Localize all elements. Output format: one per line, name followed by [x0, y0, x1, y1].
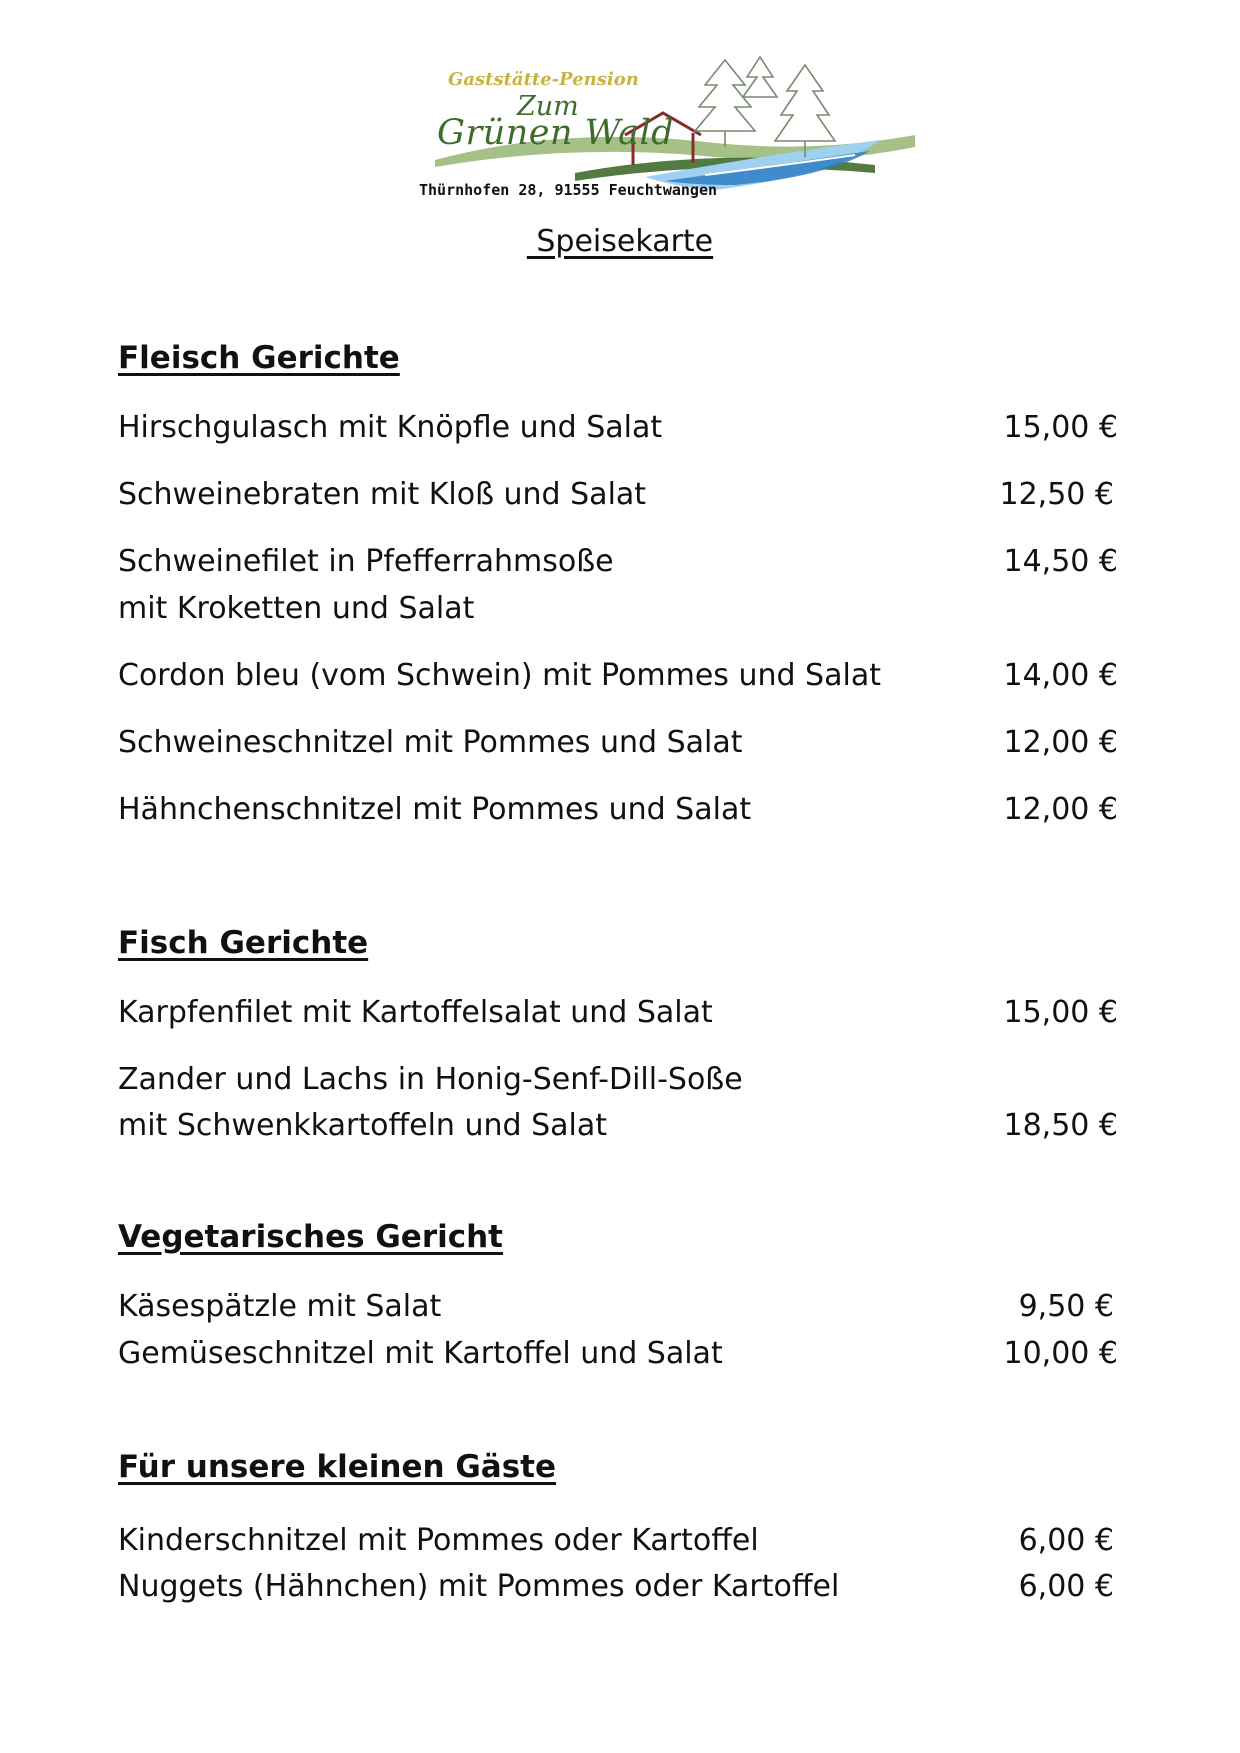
section-heading-fleisch: Fleisch Gerichte [118, 340, 400, 376]
restaurant-logo [415, 55, 925, 205]
section-heading-vegetarisch: Vegetarisches Gericht [118, 1219, 504, 1255]
logo-name: Grünen Wald [437, 113, 675, 153]
menu-item [118, 990, 1118, 1042]
menu-item [118, 787, 1118, 839]
menu-item [118, 1057, 1118, 1153]
menu-item [118, 653, 1118, 705]
dish-name-line-2: mit Schwenkkartoffeln und Salat [118, 1108, 607, 1143]
dish-name: Hähnchenschnitzel mit Pommes und Salat [118, 792, 752, 827]
dish-price: 10,00 € [1003, 1336, 1118, 1371]
menu-item [118, 472, 1118, 524]
dish-price: 14,00 € [1003, 658, 1118, 693]
menu-item [118, 539, 1118, 635]
dish-name: Cordon bleu (vom Schwein) mit Pommes und Salat [118, 658, 881, 693]
dish-name: Hirschgulasch mit Knöpfle und Salat [118, 410, 663, 445]
dish-price: 6,00 € [1018, 1569, 1114, 1604]
dish-price: 12,00 € [1003, 792, 1118, 827]
menu-item [118, 1331, 1118, 1383]
dish-price: 12,00 € [1003, 725, 1118, 760]
dish-name: Nuggets (Hähnchen) mit Pommes oder Kartoffel [118, 1569, 840, 1604]
dish-price: 9,50 € [1018, 1289, 1114, 1324]
logo-name-top: Zum [517, 91, 579, 122]
menu-item [118, 720, 1118, 772]
menu-item [118, 405, 1118, 457]
dish-name-line-2: mit Kroketten und Salat [118, 591, 475, 626]
dish-name: Kinderschnitzel mit Pommes oder Kartoffel [118, 1523, 759, 1558]
dish-name: Gemüseschnitzel mit Kartoffel und Salat [118, 1336, 723, 1371]
dish-price: 12,50 € [999, 477, 1114, 512]
dish-name: Karpfenfilet mit Kartoffelsalat und Salat [118, 995, 713, 1030]
dish-name: Schweinefilet in Pfefferrahmsoße [118, 544, 614, 579]
dish-price: 15,00 € [1003, 410, 1118, 445]
logo-subtitle: Gaststätte-Pension [448, 69, 639, 90]
section-heading-fisch: Fisch Gerichte [118, 925, 369, 961]
menu-item [118, 1518, 1118, 1570]
section-heading-kinder: Für unsere kleinen Gäste [118, 1449, 557, 1485]
dish-name: Schweineschnitzel mit Pommes und Salat [118, 725, 743, 760]
menu-item [118, 1564, 1118, 1616]
menu-item [118, 1284, 1118, 1336]
dish-price: 14,50 € [1003, 544, 1118, 579]
dish-name: Schweinebraten mit Kloß und Salat [118, 477, 647, 512]
dish-price: 6,00 € [1018, 1523, 1114, 1558]
dish-name: Käsespätzle mit Salat [118, 1289, 442, 1324]
menu-title: Speisekarte [526, 224, 714, 259]
dish-name: Zander und Lachs in Honig-Senf-Dill-Soße [118, 1062, 743, 1097]
dish-price: 18,50 € [1003, 1108, 1118, 1143]
dish-price: 15,00 € [1003, 995, 1118, 1030]
logo-address: Thürnhofen 28, 91555 Feuchtwangen [419, 181, 718, 199]
